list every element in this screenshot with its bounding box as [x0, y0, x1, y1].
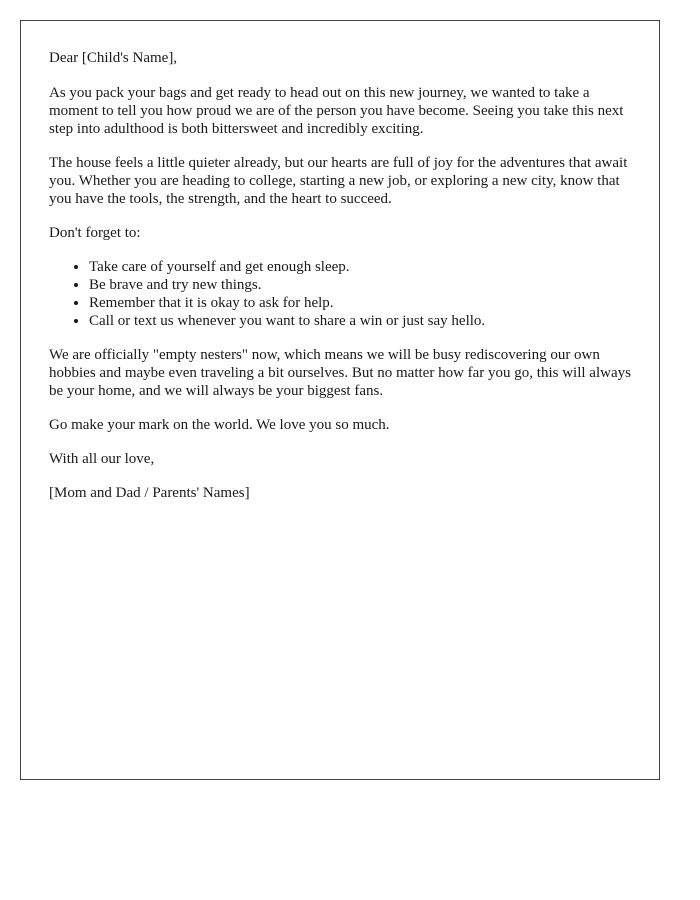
letter-paragraph-house: The house feels a little quieter already, but our hearts are full of joy for the adventures that await you. Whether you are heading to college, starting a new job, or exploring a new city, know that you have the tools, the strength, and the heart to succeed.	[49, 155, 628, 207]
list-item: • Remember that it is okay to ask for help.	[89, 294, 631, 312]
letter-page	[20, 20, 660, 780]
letter-paragraph-empty-nesters: We are officially "empty nesters" now, which means we will be busy rediscovering our own hobbies and maybe even traveling a bit ourselves. But no matter how far you go, this will always be your home, and we will always be your biggest fans.	[49, 347, 631, 399]
letter-closing: With all our love,	[49, 451, 155, 467]
reminders-list	[49, 258, 631, 330]
list-item: • Be brave and try new things.	[89, 276, 631, 294]
letter-signature: [Mom and Dad / Parents' Names]	[49, 485, 250, 501]
letter-greeting: Dear [Child's Name],	[49, 50, 178, 66]
letter-list-intro: Don't forget to:	[49, 225, 141, 241]
list-item: • Call or text us whenever you want to share a win or just say hello.	[89, 312, 631, 330]
letter-paragraph-encouragement: Go make your mark on the world. We love you so much.	[49, 417, 390, 433]
letter-paragraph-intro: As you pack your bags and get ready to head out on this new journey, we wanted to take a moment to tell you how proud we are of the person you have become. Seeing you take this next step into adulthood is both bittersweet and incredibly exciting.	[49, 85, 624, 137]
list-item: • Take care of yourself and get enough sleep.	[89, 258, 631, 276]
